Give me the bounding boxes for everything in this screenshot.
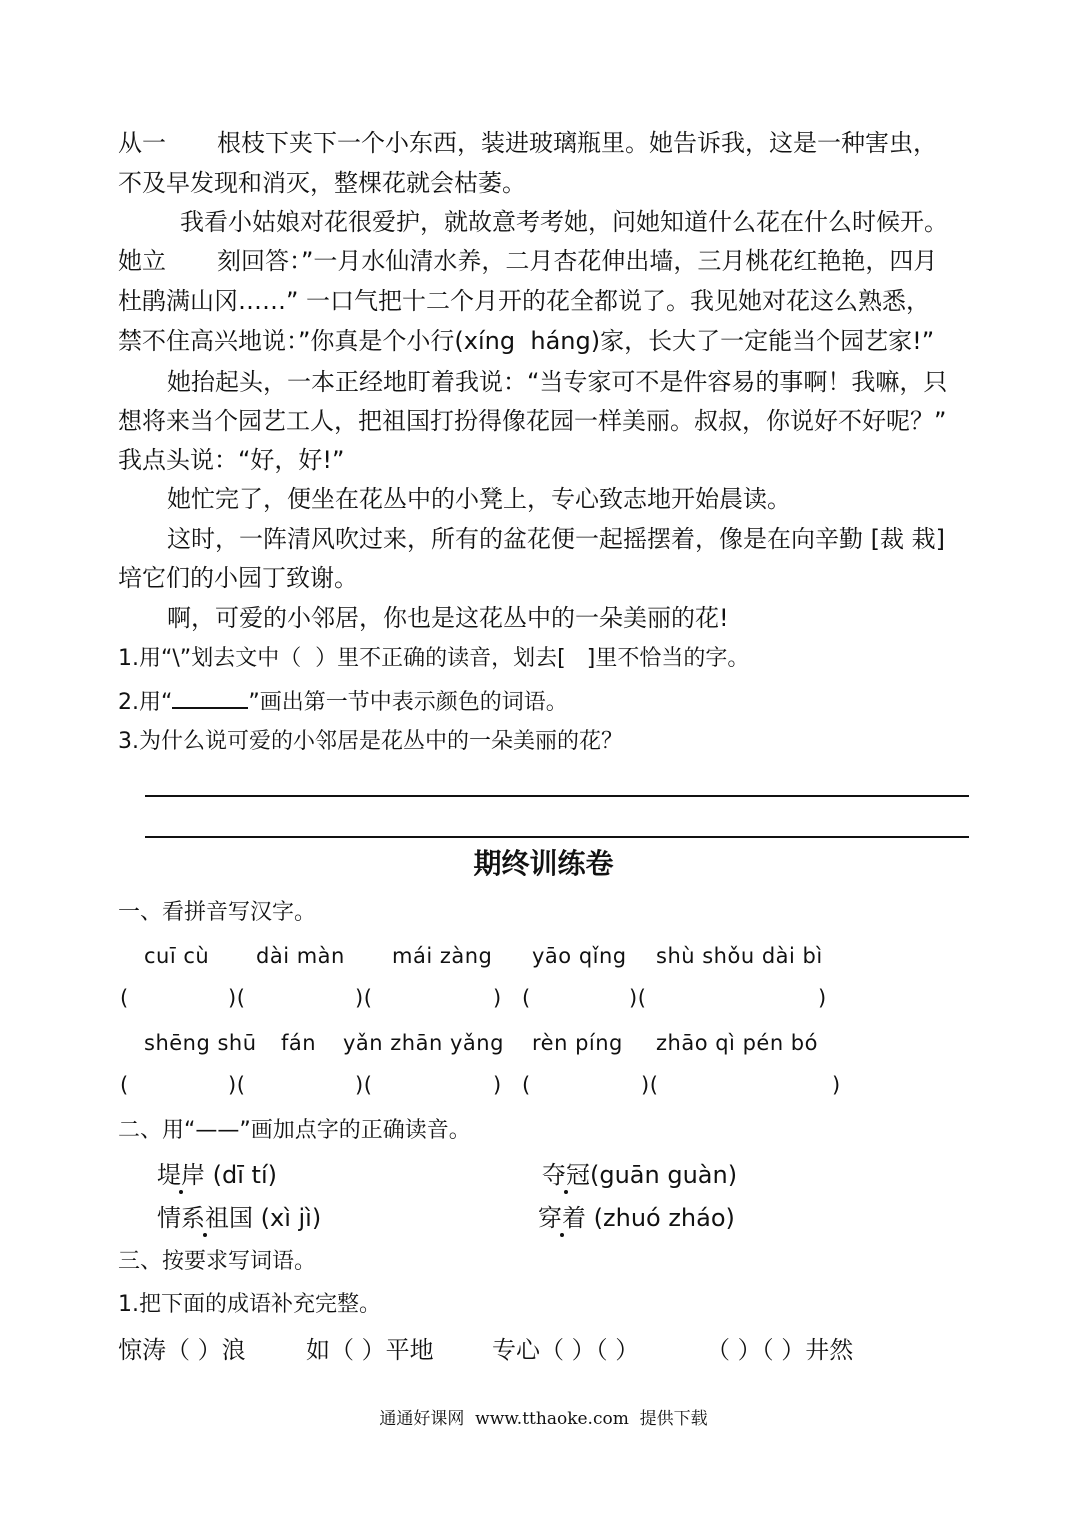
passage-line-4a: 她立 xyxy=(118,247,166,275)
answer-paren[interactable]: )( xyxy=(228,986,246,1010)
answer-paren[interactable]: ) xyxy=(493,986,502,1010)
answer-paren[interactable]: ) xyxy=(493,1073,502,1097)
answer-paren[interactable]: )( xyxy=(228,1073,246,1097)
passage-line-11: 这时，一阵清风吹过来，所有的盆花便一起摇摆着，像是在向辛勤 [裁 栽] xyxy=(167,525,945,553)
section-3-question-1: 1.把下面的成语补充完整。 xyxy=(118,1292,381,1317)
pinyin-2-5: zhāo qì pén bó xyxy=(656,1031,818,1055)
answer-paren[interactable]: ( xyxy=(120,986,129,1010)
pinyin-1-5: shù shǒu dài bì xyxy=(656,944,823,968)
reading-word-2: 夺冠 xyxy=(542,1161,590,1189)
pinyin-1-1: cuī cù xyxy=(144,944,210,968)
question-2 xyxy=(118,689,568,714)
answer-paren[interactable]: ( xyxy=(522,1073,531,1097)
footer-credit: 通通好课网 www.tthaoke.com 提供下载 xyxy=(379,1409,708,1429)
exam-title: 期终训练卷 xyxy=(473,847,614,880)
section-1-heading: 一、看拼音写汉字。 xyxy=(118,900,317,925)
passage-line-13: 啊，可爱的小邻居，你也是这花丛中的一朵美丽的花! xyxy=(167,604,729,632)
reading-options-4[interactable]: (zhuó zháo) xyxy=(593,1204,735,1232)
passage-line-2: 不及早发现和消灭，整棵花就会枯萎。 xyxy=(118,169,526,197)
answer-line-2[interactable] xyxy=(145,836,969,838)
passage-line-9: 我点头说：“好，好!” xyxy=(118,446,345,474)
underline-sample xyxy=(172,689,248,709)
question-2-prefix: 2.用“ xyxy=(118,690,173,715)
passage-line-12: 培它们的小园丁致谢。 xyxy=(118,564,358,592)
reading-options-3[interactable]: (xì jì) xyxy=(260,1204,322,1232)
question-2-suffix: ”画出第一节中表示颜色的词语。 xyxy=(248,690,568,715)
section-2-heading: 二、用“——”画加点字的正确读音。 xyxy=(118,1118,471,1143)
passage-line-1b: 根枝下夹下一个小东西，装进玻璃瓶里。她告诉我，这是一种害虫， xyxy=(217,129,937,157)
answer-paren[interactable]: ( xyxy=(522,986,531,1010)
reading-options-2[interactable]: (guān guàn) xyxy=(590,1161,738,1189)
passage-line-7: 她抬起头，一本正经地盯着我说：“当专家可不是件容易的事啊！我嘛，只 xyxy=(167,368,948,396)
reading-options-1[interactable]: (dī tí) xyxy=(212,1161,277,1189)
answer-paren[interactable]: ( xyxy=(120,1073,129,1097)
passage-line-3: 我看小姑娘对花很爱护，就故意考考她，问她知道什么花在什么时候开。 xyxy=(180,208,948,236)
answer-paren[interactable]: )( xyxy=(355,986,373,1010)
answer-paren[interactable]: )( xyxy=(355,1073,373,1097)
pinyin-2-3: yǎn zhān yǎng xyxy=(343,1031,504,1055)
reading-word-4: 穿着 xyxy=(538,1204,586,1232)
answer-paren[interactable]: ) xyxy=(832,1073,841,1097)
pinyin-1-4: yāo qǐng xyxy=(532,944,627,968)
pinyin-1-3: mái zàng xyxy=(392,944,493,968)
passage-line-8: 想将来当个园艺工人，把祖国打扮得像花园一样美丽。叔叔，你说好不好呢？” xyxy=(118,407,947,435)
question-3: 3.为什么说可爱的小邻居是花丛中的一朵美丽的花？ xyxy=(118,729,623,754)
answer-line-1[interactable] xyxy=(145,795,969,797)
reading-word-1: 堤岸 xyxy=(157,1161,205,1189)
idiom-4: （ ）（ ）井然 xyxy=(706,1336,854,1364)
answer-paren[interactable]: )( xyxy=(641,1073,659,1097)
idiom-1: 惊涛（ ）浪 xyxy=(118,1336,246,1364)
answer-paren[interactable]: ) xyxy=(818,986,827,1010)
passage-line-10: 她忙完了，便坐在花丛中的小凳上，专心致志地开始晨读。 xyxy=(167,485,791,513)
pinyin-2-4: rèn píng xyxy=(532,1031,623,1055)
question-1: 1.用“\”划去文中（ ）里不正确的读音，划去[ ]里不恰当的字。 xyxy=(118,646,750,671)
reading-item-3 xyxy=(157,1206,321,1230)
reading-item-4 xyxy=(538,1206,735,1230)
pinyin-2-1: shēng shū xyxy=(144,1031,257,1055)
reading-item-2 xyxy=(542,1163,737,1187)
reading-word-3: 情系祖国 xyxy=(157,1204,253,1232)
pinyin-2-2: fán xyxy=(281,1031,317,1055)
pinyin-1-2: dài màn xyxy=(256,944,345,968)
passage-line-6: 禁不住高兴地说：”你真是个小行(xíng háng)家，长大了一定能当个园艺家!” xyxy=(118,327,935,355)
idiom-3: 专心（ ）（ ） xyxy=(492,1336,640,1364)
passage-line-1a: 从一 xyxy=(118,129,166,157)
reading-item-1 xyxy=(157,1163,277,1187)
passage-line-4b: 刻回答：”一月水仙清水养，二月杏花伸出墙，三月桃花红艳艳，四月 xyxy=(217,247,938,275)
answer-paren[interactable]: )( xyxy=(629,986,647,1010)
idiom-2: 如（ ）平地 xyxy=(306,1336,434,1364)
passage-line-5: 杜鹃满山冈……” 一口气把十二个月开的花全都说了。我见她对花这么熟悉， xyxy=(118,287,931,315)
section-3-heading: 三、按要求写词语。 xyxy=(118,1249,317,1274)
